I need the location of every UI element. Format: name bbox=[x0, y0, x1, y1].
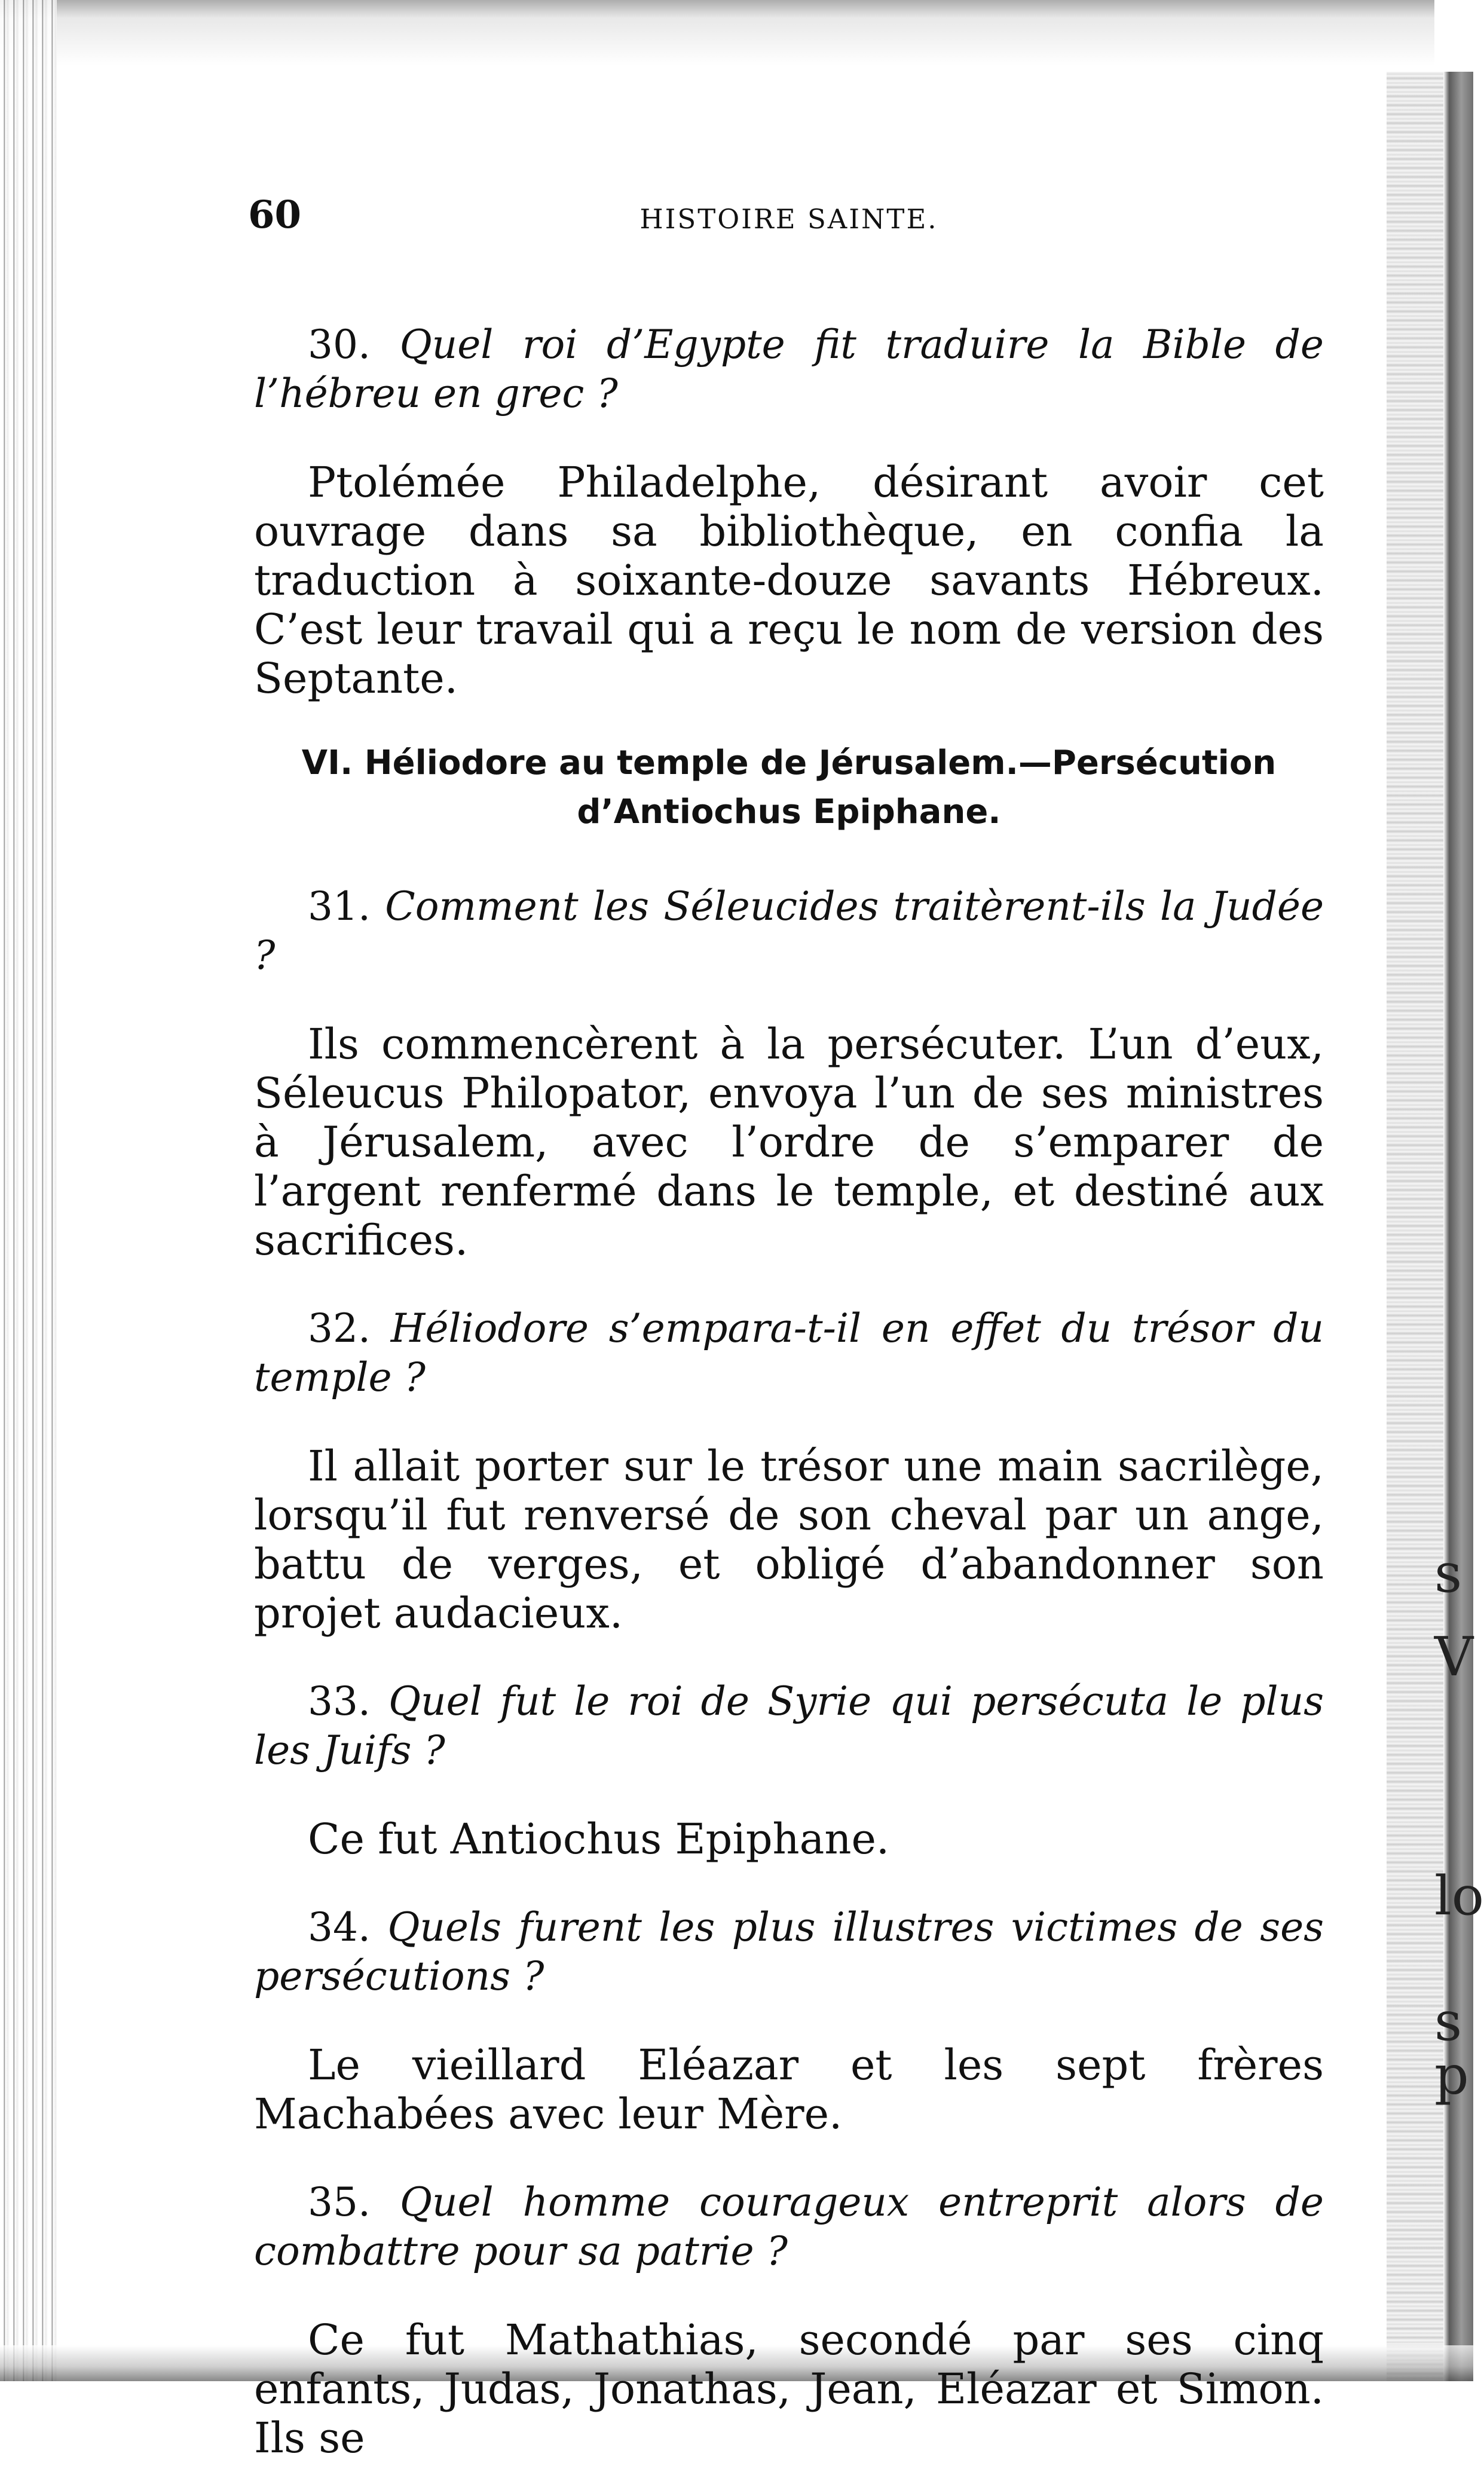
question-number: 33. bbox=[308, 1678, 371, 1724]
question bbox=[254, 882, 1324, 980]
qa-entry-34 bbox=[254, 1903, 1324, 2139]
answer-text: Ce fut Antiochus Epiphane. bbox=[308, 1815, 890, 1864]
question bbox=[254, 1903, 1324, 2001]
scan-top-shadow bbox=[0, 0, 1434, 72]
qa-entry-35 bbox=[254, 2178, 1324, 2462]
question-text: Quel roi d’Egypte fit traduire la Bible de l’hébreu en grec ? bbox=[254, 322, 1324, 417]
answer-text: Il allait porter sur le trésor une main sacrilège, lorsqu’il fut renversé de son cheval par un ange, battu de verges, et obligé d’abandonner son projet audacieux. bbox=[254, 1442, 1324, 1638]
question-text: Héliodore s’empara-t-il en effet du trésor du temple ? bbox=[254, 1305, 1324, 1400]
section-heading: VI. Héliodore au temple de Jérusalem.—Persécution d’Antiochus Epiphane. bbox=[301, 744, 1277, 831]
answer-text: Ptolémée Philadelphe, désirant avoir cet ouvrage dans sa bibliothèque, en confia la traduction à soixante-douze savants Hébreux. C’est leur travail qui a reçu le nom de version des Septante. bbox=[254, 458, 1324, 703]
question bbox=[254, 1677, 1324, 1775]
qa-entry-31 bbox=[254, 882, 1324, 1265]
margin-bleed-letter: p bbox=[1434, 2044, 1469, 2107]
answer-text: Le vieillard Eléazar et les sept frères Machabées avec leur Mère. bbox=[254, 2040, 1324, 2139]
question-text: Quel homme courageux entreprit alors de combattre pour sa patrie ? bbox=[254, 2179, 1324, 2274]
qa-entry-32 bbox=[254, 1304, 1324, 1638]
margin-bleed-letter: s bbox=[1434, 1990, 1462, 2053]
page-header bbox=[248, 192, 1330, 246]
question-number: 32. bbox=[308, 1305, 371, 1351]
question bbox=[254, 1304, 1324, 1402]
qa-entry-30 bbox=[254, 320, 1324, 703]
margin-bleed-letter: lo bbox=[1434, 1865, 1484, 1928]
margin-bleed-letter: V bbox=[1434, 1626, 1473, 1688]
scan-left-gutter bbox=[0, 0, 57, 2381]
question-number: 30. bbox=[308, 322, 371, 368]
page-body bbox=[254, 281, 1324, 2478]
question bbox=[254, 2178, 1324, 2276]
question bbox=[254, 320, 1324, 418]
question-text: Comment les Séleucides traitèrent-ils la Judée ? bbox=[254, 883, 1324, 978]
question-number: 31. bbox=[308, 883, 371, 929]
question-number: 34. bbox=[308, 1904, 371, 1950]
running-head: HISTOIRE SAINTE. bbox=[640, 203, 938, 235]
answer-text: Ils commencèrent à la persécuter. L’un d’eux, Séleucus Philopator, envoya l’un de ses ministres à Jérusalem, avec l’ordre de s’emparer de l’argent renfermé dans le temple, et destiné aux sacrifices. bbox=[254, 1020, 1324, 1265]
page-number: 60 bbox=[248, 192, 302, 237]
margin-bleed-letter: s bbox=[1434, 1542, 1462, 1605]
question-text: Quel fut le roi de Syrie qui persécuta le plus les Juifs ? bbox=[254, 1678, 1324, 1773]
question-text: Quels furent les plus illustres victimes de ses persécutions ? bbox=[254, 1904, 1324, 1999]
qa-entry-33 bbox=[254, 1677, 1324, 1864]
answer-text: Ce fut Mathathias, secondé par ses cinq enfants, Judas, Jonathas, Jean, Eléazar et Simon. Ils se bbox=[254, 2315, 1324, 2462]
question-number: 35. bbox=[308, 2179, 371, 2225]
